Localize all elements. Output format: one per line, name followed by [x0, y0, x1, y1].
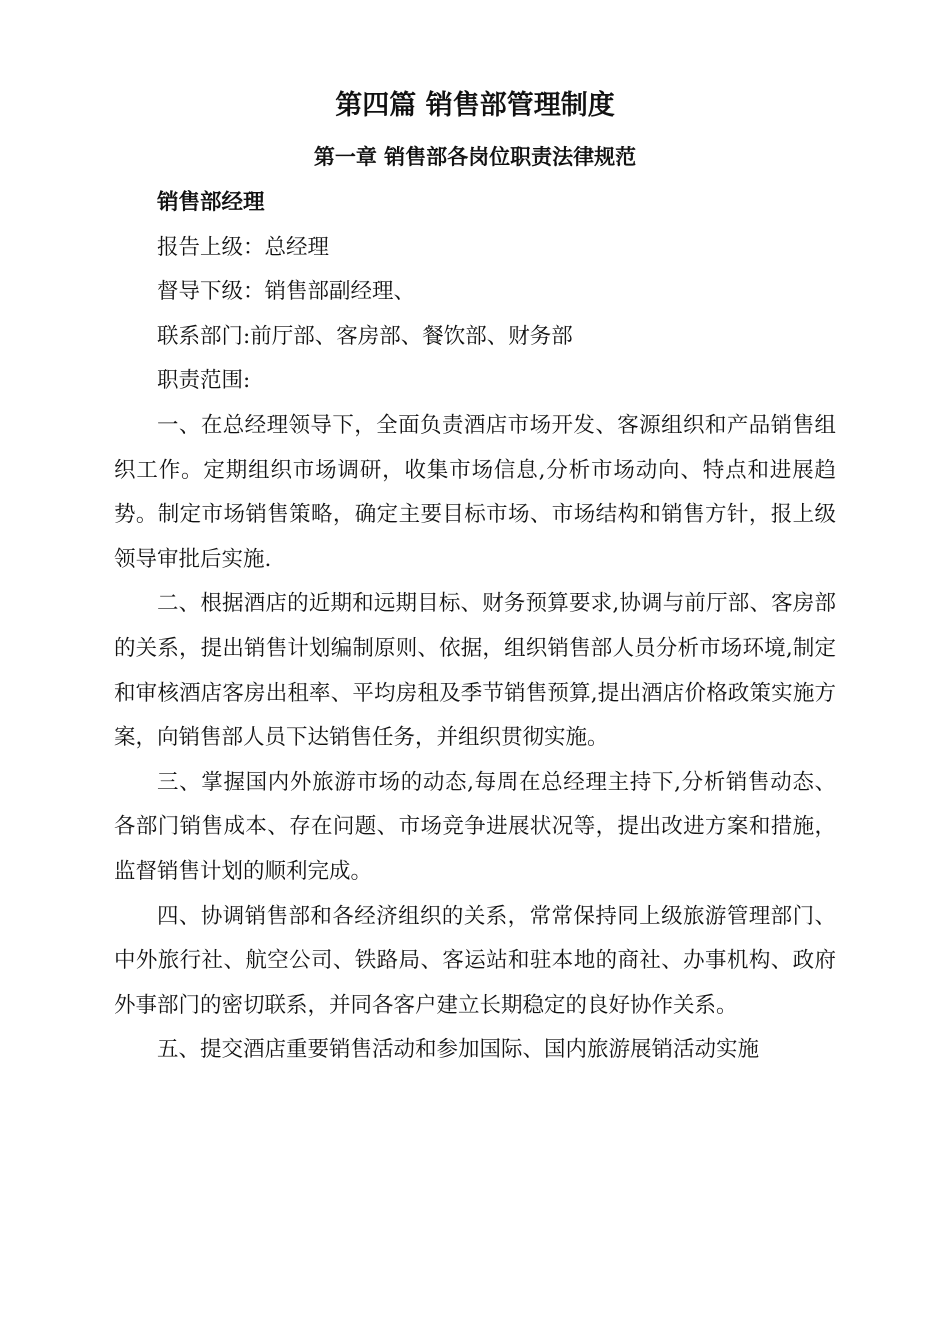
duty-item-3: 三、掌握国内外旅游市场的动态,每周在总经理主持下,分析销售动态、各部门销售成本、存在问题、市场竞争进展状况等，提出改进方案和措施，监督销售计划的顺利完成。: [114, 769, 836, 884]
duty-item-4: 四、协调销售部和各经济组织的关系，常常保持同上级旅游管理部门、中外旅行社、航空公司、铁路局、客运站和驻本地的商社、办事机构、政府外事部门的密切联系，并同各客户建立长期稳定的良好协作关系。: [114, 903, 836, 1018]
report-to-line: 报告上级：总经理: [157, 234, 330, 260]
duty-item-1: 一、在总经理领导下，全面负责酒店市场开发、客源组织和产品销售组织工作。定期组织市场调研，收集市场信息,分析市场动向、特点和进展趋势。制定市场销售策略，确定主要目标市场、市场结构和销售方针，报上级领导审批后实施.: [114, 412, 836, 572]
role-heading: 销售部经理: [157, 190, 265, 215]
scope-label: 职责范围:: [157, 368, 251, 394]
document-body: [114, 181, 836, 1073]
chapter-title: 第一章 销售部各岗位职责法律规范: [313, 144, 637, 169]
duty-item-2: 二、根据酒店的近期和远期目标、财务预算要求,协调与前厅部、客房部的关系，提出销售计划编制原则、依据，组织销售部人员分析市场环境,制定和审核酒店客房出租率、平均房租及季节销售预算,提出酒店价格政策实施方案，向销售部人员下达销售任务，并组织贯彻实施。: [114, 591, 836, 751]
departments-line: 联系部门:前厅部、客房部、餐饮部、财务部: [157, 323, 573, 349]
duty-item-5: 五、提交酒店重要销售活动和参加国际、国内旅游展销活动实施: [157, 1037, 760, 1063]
document-title: 第四篇 销售部管理制度: [335, 90, 615, 121]
supervise-line: 督导下级：销售部副经理、: [157, 279, 416, 305]
